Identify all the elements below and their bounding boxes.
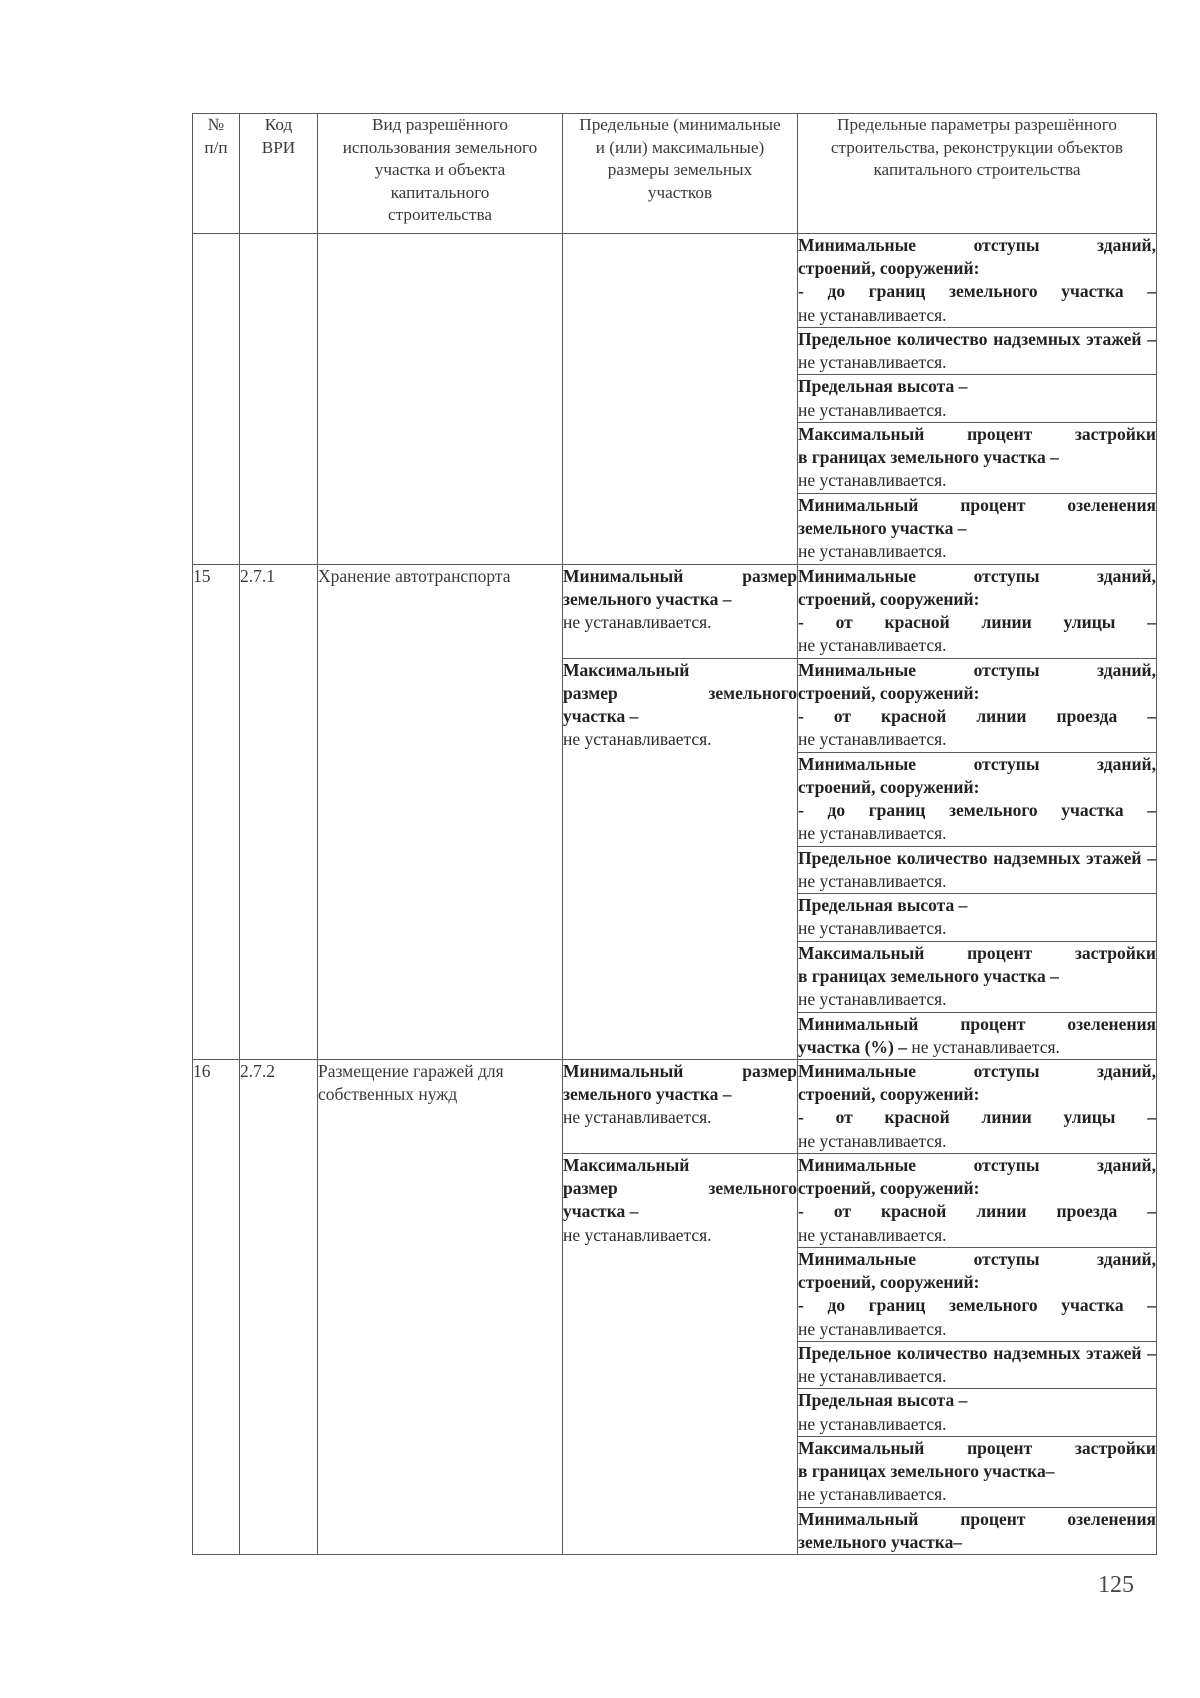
header-use-type: Вид разрешённого использования земельного участка и объекта капитального строительства [318,114,563,234]
max-size-cell: Максимальный размер земельного участка – не устанавливается. [563,1154,798,1555]
param-cell: Предельное количество надземных этажей – не устанавливается. [798,1342,1157,1389]
header-plot-size: Предельные (минимальные и (или) максимальные) размеры земельных участков [563,114,798,234]
param-cell: Минимальные отступы зданий, строений, сооружений: - до границ земельного участка – не устанавливается. [798,752,1157,846]
header-code: Код ВРИ [240,114,318,234]
param-cell: Минимальные отступы зданий, строений, сооружений: - от красной линии улицы – не устанавливается. [798,1060,1157,1154]
table-row [193,1060,1157,1154]
min-size-cell: Минимальный размер земельного участка – не устанавливается. [563,1060,798,1154]
page-number: 125 [1098,1572,1134,1598]
min-size-cell: Минимальный размер земельного участка – не устанавливается. [563,564,798,658]
row-use-type: Хранение автотранспорта [318,564,563,1059]
row-number: 15 [193,564,240,1059]
row-code: 2.7.2 [240,1060,318,1555]
table-row [193,234,1157,328]
table-header-row [193,114,1157,234]
param-cell: Предельная высота – не устанавливается. [798,1389,1157,1436]
header-build-params: Предельные параметры разрешённого строительства, реконструкции объектов капитального строительства [798,114,1157,234]
param-cell: Максимальный процент застройки в границах земельного участка – не устанавливается. [798,422,1157,493]
zoning-parameters-table [192,113,1157,1555]
param-cell: Минимальные отступы зданий, строений, сооружений: - до границ земельного участка – не устанавливается. [798,234,1157,328]
param-cell: Минимальные отступы зданий, строений, сооружений: - от красной линии улицы – не устанавливается. [798,564,1157,658]
param-cell: Предельное количество надземных этажей – не устанавливается. [798,846,1157,893]
param-cell: Предельная высота – не устанавливается. [798,375,1157,422]
param-cell: Минимальный процент озеленения земельного участка – не устанавливается. [798,493,1157,564]
row-number: 16 [193,1060,240,1555]
param-cell: Минимальные отступы зданий, строений, сооружений: - от красной линии проезда – не устанавливается. [798,658,1157,752]
param-cell: Минимальный процент озеленения земельного участка– [798,1507,1157,1554]
param-cell: Минимальные отступы зданий, строений, сооружений: - до границ земельного участка – не устанавливается. [798,1248,1157,1342]
row-code: 2.7.1 [240,564,318,1059]
header-number: № п/п [193,114,240,234]
row-use-type: Размещение гаражей для собственных нужд [318,1060,563,1555]
max-size-cell: Максимальный размер земельного участка – не устанавливается. [563,658,798,1059]
table-row [193,564,1157,658]
param-cell: Предельная высота – не устанавливается. [798,894,1157,941]
param-cell: Максимальный процент застройки в границах земельного участка – не устанавливается. [798,941,1157,1012]
param-cell: Минимальные отступы зданий, строений, сооружений: - от красной линии проезда – не устанавливается. [798,1154,1157,1248]
param-cell: Максимальный процент застройки в границах земельного участка– не устанавливается. [798,1436,1157,1507]
param-cell: Минимальный процент озеленения участка (%) – не устанавливается. [798,1012,1157,1059]
param-cell: Предельное количество надземных этажей – не устанавливается. [798,328,1157,375]
